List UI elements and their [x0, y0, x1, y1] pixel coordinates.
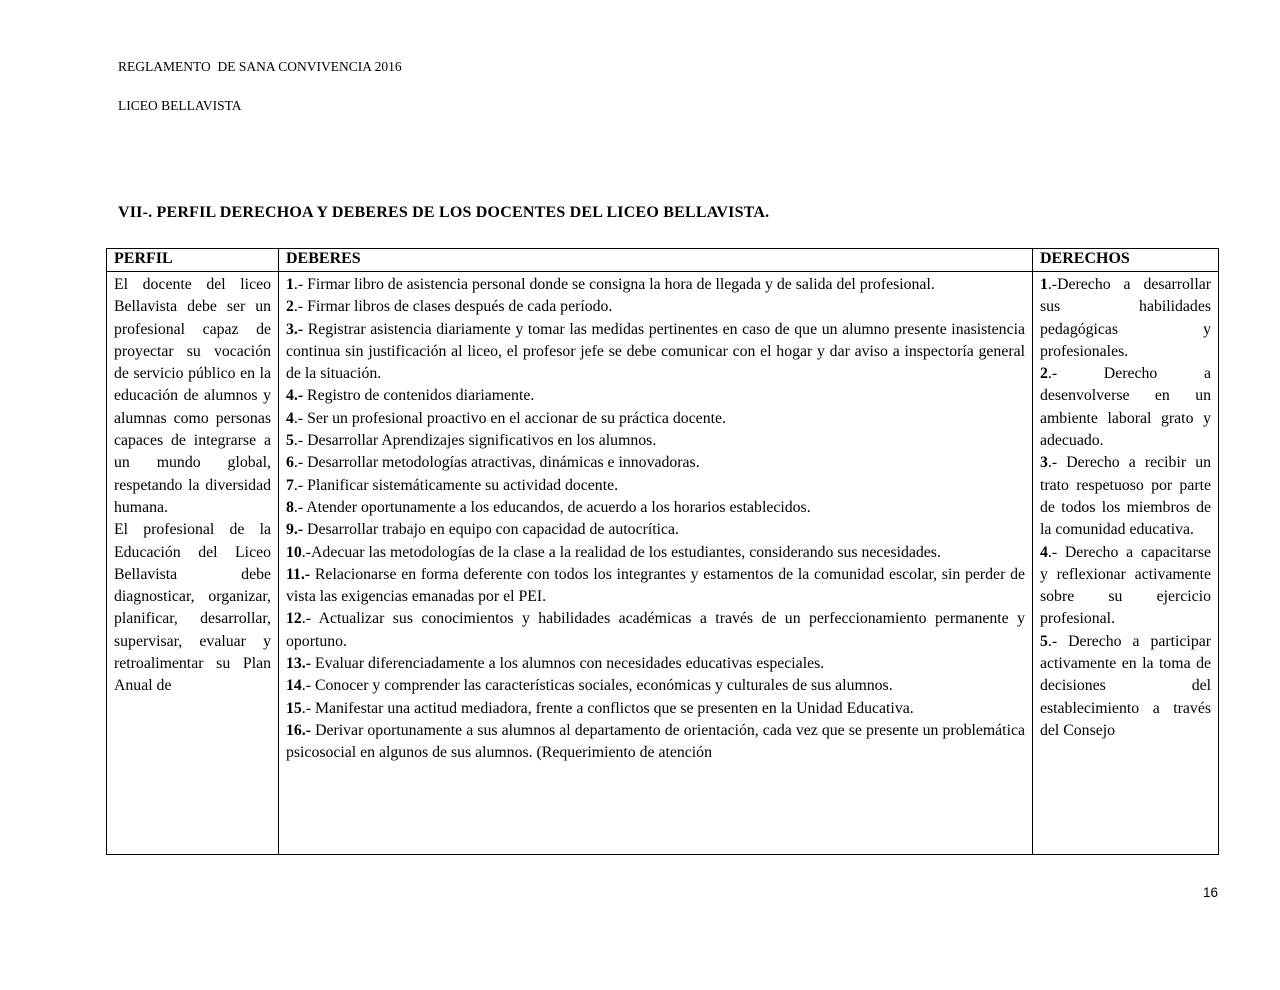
deberes-item: 6.- Desarrollar metodologías atractivas, dinámicas e innovadoras.: [286, 454, 700, 472]
deberes-item-number: 14: [286, 677, 302, 695]
derechos-item-number: 1: [1040, 276, 1048, 293]
derechos-item: 5.- Derecho a participar activamente en la toma de decisiones del establecimiento a través del Consejo: [1040, 632, 1211, 739]
deberes-item: 8.- Atender oportunamente a los educandos, de acuerdo a los horarios establecidos.: [286, 498, 811, 516]
deberes-item-number: 12: [286, 610, 302, 628]
deberes-item: 15.- Manifestar una actitud mediadora, frente a conflictos que se presenten en la Unidad Educativa.: [286, 699, 914, 717]
deberes-item-number: 6: [286, 454, 294, 472]
derechos-item: 1.-Derecho a desarrollar sus habilidades pedagógicas y profesionales.: [1040, 276, 1211, 360]
perfil-paragraph-1: El docente del liceo Bellavista debe ser un profesional capaz de proyectar su vocación de servicio público en la educación de alumnos y alumnas como personas capaces de integrarse a un mundo global, respetando la diversidad humana.: [114, 276, 271, 516]
derechos-cell: [1033, 272, 1219, 855]
deberes-item: 4.- Ser un profesional proactivo en el accionar de su práctica docente.: [286, 409, 726, 427]
derechos-item-number: 4: [1040, 543, 1048, 561]
deberes-item-number: 11.-: [286, 565, 311, 583]
header-line-regulation: REGLAMENTO DE SANA CONVIVENCIA 2016: [118, 59, 402, 74]
deberes-item: 16.- Derivar oportunamente a sus alumnos al departamento de orientación, cada vez que se presente un problemática psicosocial en algunos de sus alumnos. (Requerimiento de atención: [286, 721, 1025, 762]
deberes-item: 7.- Planificar sistemáticamente su actividad docente.: [286, 476, 619, 494]
derechos-item-number: 2: [1040, 365, 1048, 383]
deberes-list: [286, 274, 1025, 854]
deberes-cell: [279, 272, 1033, 855]
deberes-item-number: 16.-: [286, 721, 312, 739]
docentes-rights-duties-table: [106, 248, 1219, 855]
deberes-item: 10.-Adecuar las metodologías de la clase a la realidad de los estudiantes, considerando sus necesidades.: [286, 543, 941, 561]
deberes-item-number: 5: [286, 432, 294, 450]
section-title: VII-. PERFIL DERECHOA Y DEBERES DE LOS DOCENTES DEL LICEO BELLAVISTA.: [118, 204, 770, 221]
deberes-item: 13.- Evaluar diferenciadamente a los alumnos con necesidades educativas especiales.: [286, 655, 825, 673]
deberes-item: 12.- Actualizar sus conocimientos y habilidades académicas a través de un perfeccionamiento permanente y oportuno.: [286, 610, 1025, 650]
deberes-item: 4.- Registro de contenidos diariamente.: [286, 387, 535, 405]
deberes-item-number: 7: [286, 476, 294, 494]
deberes-item-number: 15: [286, 699, 302, 717]
derechos-item-number: 5: [1040, 632, 1048, 650]
deberes-item: 14.- Conocer y comprender las características sociales, económicas y culturales de sus alumnos.: [286, 677, 893, 695]
page-number: 16: [1202, 885, 1218, 900]
deberes-item-number: 4: [286, 409, 294, 427]
deberes-item-number: 8: [286, 498, 294, 516]
deberes-item: 9.- Desarrollar trabajo en equipo con capacidad de autocrítica.: [286, 521, 679, 539]
page-header: [118, 59, 402, 113]
deberes-item: 5.- Desarrollar Aprendizajes significativos en los alumnos.: [286, 432, 657, 450]
deberes-item: 11.- Relacionarse en forma deferente con todos los integrantes y estamentos de la comunidad escolar, sin perder de vista las exigencias emanadas por el PEI.: [286, 565, 1025, 606]
deberes-item: 1.- Firmar libro de asistencia personal donde se consigna la hora de llegada y de salida del profesional.: [286, 276, 935, 293]
derechos-list: [1040, 274, 1211, 854]
deberes-item-number: 9.-: [286, 521, 304, 539]
table-header-row: [107, 249, 1219, 272]
derechos-item-number: 3: [1040, 454, 1048, 472]
deberes-item-number: 13.-: [286, 655, 312, 673]
derechos-item: 2.- Derecho a desenvolverse en un ambiente laboral grato y adecuado.: [1040, 365, 1211, 450]
derechos-item: 4.- Derecho a capacitarse y reflexionar activamente sobre su ejercicio profesional.: [1040, 543, 1211, 628]
deberes-item: 2.- Firmar libros de clases después de cada período.: [286, 298, 613, 316]
deberes-item-number: 10: [286, 543, 302, 561]
perfil-text: [114, 274, 271, 854]
deberes-item-number: 1: [286, 276, 294, 293]
deberes-item-number: 4.-: [286, 387, 304, 405]
deberes-item: 3.- Registrar asistencia diariamente y tomar las medidas pertinentes en caso de que un alumno presente inasistencia continua sin justificación al liceo, el profesor jefe se debe comunicar con el hogar y dar aviso a inspectoría general de la situación.: [286, 320, 1025, 383]
perfil-cell: [107, 272, 279, 855]
column-header-derechos: DERECHOS: [1033, 249, 1219, 272]
table-body-row: [107, 272, 1219, 855]
perfil-paragraph-2: El profesional de la Educación del Liceo Bellavista debe diagnosticar, organizar, planificar, desarrollar, supervisar, evaluar y retroalimentar su Plan Anual de: [114, 521, 271, 695]
deberes-item-number: 3.-: [286, 320, 304, 338]
deberes-item-number: 2: [286, 298, 294, 316]
column-header-perfil: PERFIL: [107, 249, 279, 272]
column-header-deberes: DEBERES: [279, 249, 1033, 272]
derechos-item: 3.- Derecho a recibir un trato respetuoso por parte de todos los miembros de la comunidad educativa.: [1040, 454, 1211, 539]
header-line-school: LICEO BELLAVISTA: [118, 98, 242, 113]
